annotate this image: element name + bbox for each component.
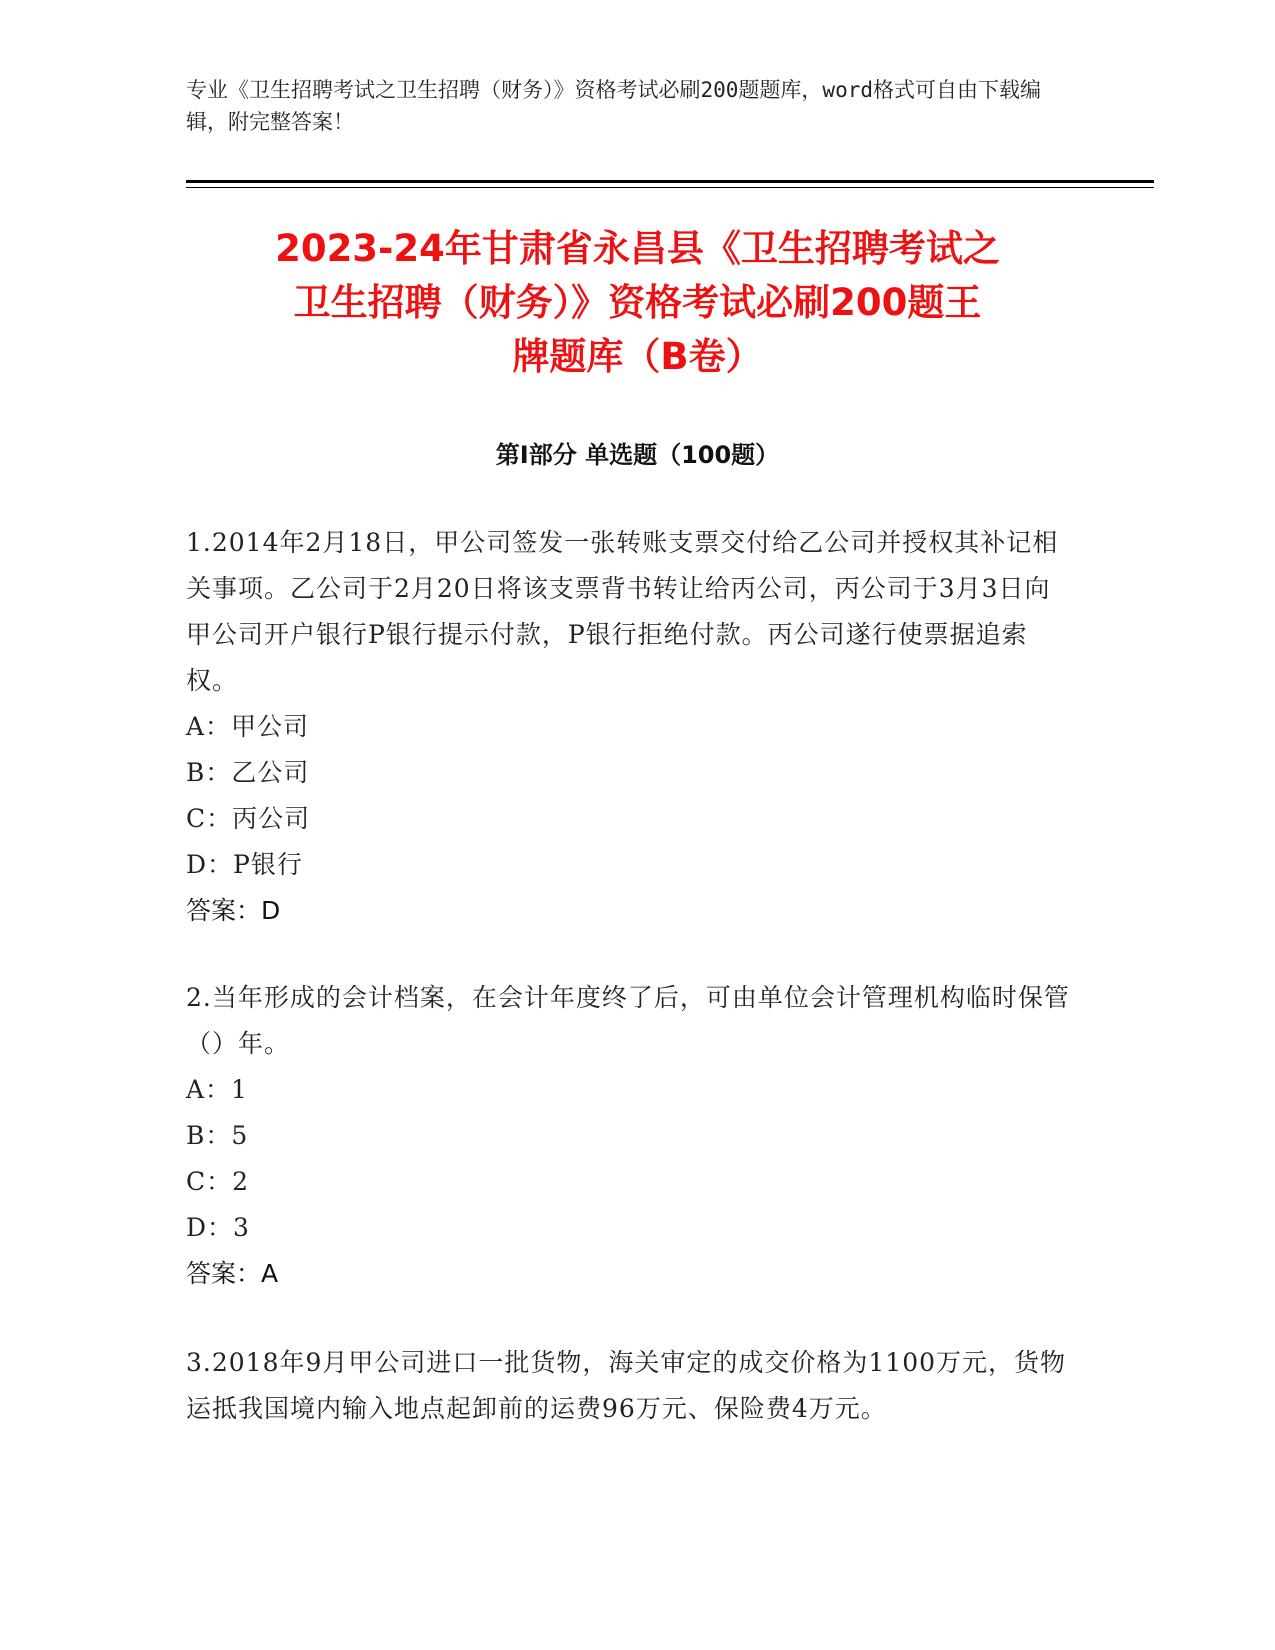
- document-title: [150, 222, 1125, 384]
- answer: 答案：D: [186, 896, 281, 925]
- header-divider-thick: [186, 180, 1154, 183]
- title-line-2: 卫生招聘（财务）》资格考试必刷200题王: [293, 281, 982, 324]
- option-b: B：5: [186, 1121, 249, 1150]
- question-2: [186, 975, 1076, 1297]
- header-divider-thin: [186, 187, 1154, 188]
- option-c: C：2: [186, 1167, 250, 1196]
- option-a: A：甲公司: [186, 712, 310, 741]
- question-text: 1.2014年2月18日，甲公司签发一张转账支票交付给乙公司并授权其补记相关事项。乙公司于2月20日将该支票背书转让给丙公司，丙公司于3月3日向甲公司开户银行P银行提示付款，P银行拒绝付款。丙公司遂行使票据追索权。: [186, 528, 1059, 695]
- question-text: 2.当年形成的会计档案，在会计年度终了后，可由单位会计管理机构临时保管（）年。: [186, 983, 1070, 1058]
- title-line-1: 2023-24年甘肃省永昌县《卫生招聘考试之: [275, 227, 1000, 270]
- option-b: B：乙公司: [186, 758, 310, 787]
- option-d: D：P银行: [186, 850, 303, 879]
- answer: 答案：A: [186, 1259, 279, 1288]
- question-3: [186, 1340, 1076, 1432]
- header-note: 专业《卫生招聘考试之卫生招聘（财务）》资格考试必刷200题题库，word格式可自由下载编辑，附完整答案！: [186, 78, 1041, 134]
- option-a: A：1: [186, 1075, 248, 1104]
- section-title: 第Ⅰ部分 单选题（100题）: [495, 441, 780, 469]
- option-c: C：丙公司: [186, 804, 311, 833]
- option-d: D：3: [186, 1213, 250, 1242]
- title-line-3: 牌题库（B卷）: [512, 335, 763, 378]
- question-1: [186, 520, 1076, 934]
- question-text: 3.2018年9月甲公司进口一批货物，海关审定的成交价格为1100万元，货物运抵我国境内输入地点起卸前的运费96万元、保险费4万元。: [186, 1348, 1067, 1423]
